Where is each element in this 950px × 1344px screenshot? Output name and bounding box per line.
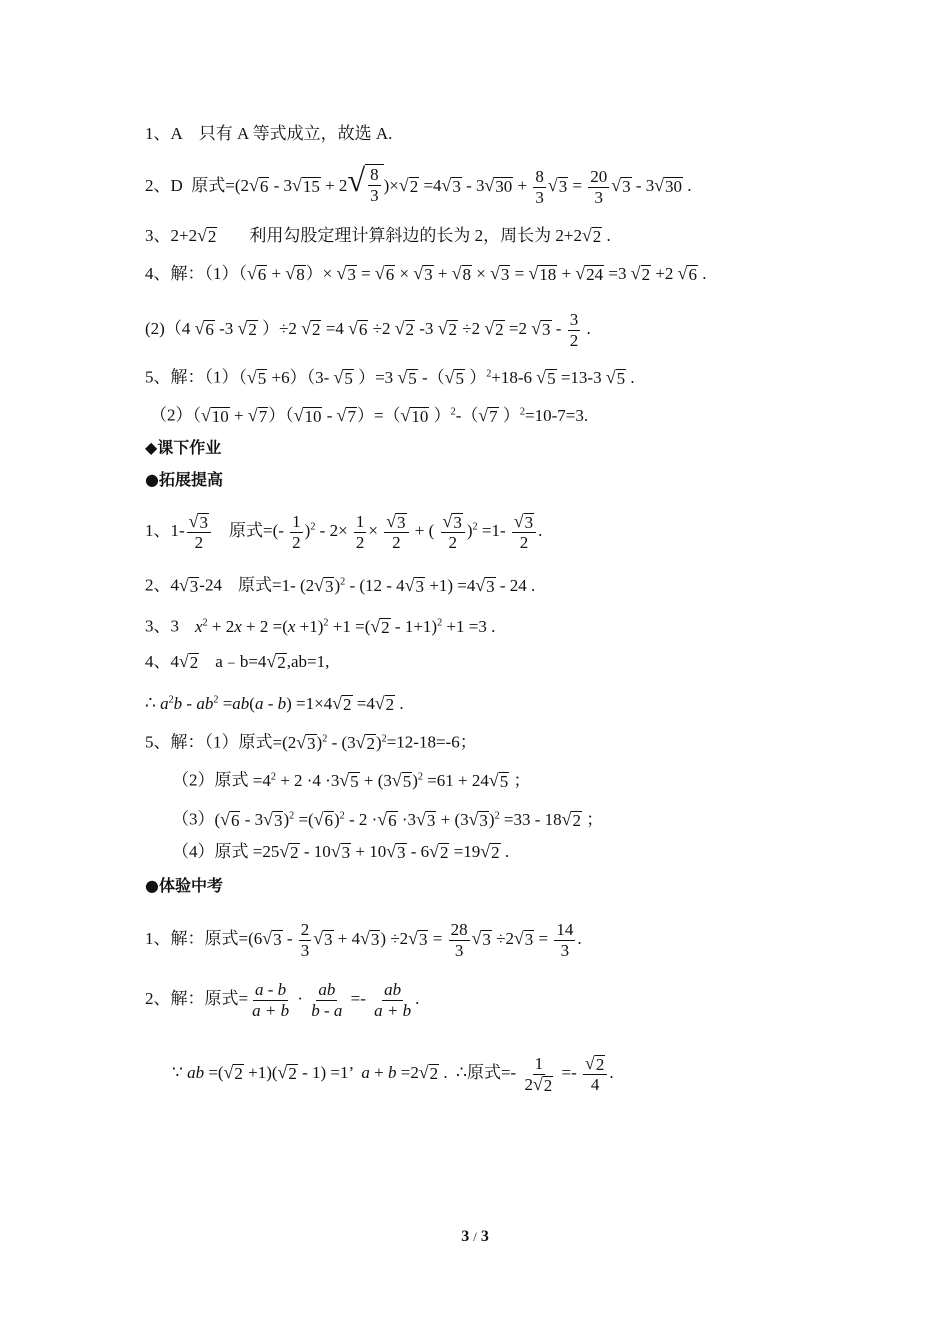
question-number: （4）原式 (172, 842, 249, 861)
practice-q4-part2 (145, 310, 591, 350)
formula: $x^2 + 2x + 2 =(x +1)^2 +1$ =( √ 2 - 1+1)$^2$ +1 =3 . (195, 615, 496, 637)
practice-q3: 3、2+2 √ 2 利用勾股定理计算斜边的长为 2，周长为 2+2 √ 2 . (145, 225, 611, 246)
question-number: 2、D (145, 176, 183, 195)
question-number: 1、1- (145, 521, 185, 541)
answer-text: 只有 A 等式成立，故选 A. (198, 124, 393, 143)
formula: （4 √ 6 -3 √ 2 ）÷2 √ 2 =4 √ 6 ÷2 √ 2 -3 √ 2 ÷2 √ 2 =2 √ 3 - $\frac{3}{2}$ . (164, 310, 591, 350)
section-exam: ●体验中考 (145, 876, 223, 895)
extend-q5-part4 (172, 840, 509, 864)
extend-q5 (145, 727, 477, 755)
formula: =25 √ 2 - 10 √ 3 + 10 √ 3 - 6 √ 2 =19 √ 2 . (248, 841, 510, 862)
question-number: 4、解：（1） (145, 264, 239, 283)
practice-q1 (145, 122, 392, 146)
extend-q2: 2、4 √ 3 -24 原式=1- (2 √ 3 )$^2$ - (12 - 4 √ 3 +1) =4 √ 3 - 24 . (145, 574, 536, 596)
exam-q2-part2 (172, 1054, 614, 1094)
section-extend: ●拓展提高 (145, 470, 223, 489)
practice-q4 (145, 262, 706, 286)
extend-q3 (145, 611, 495, 639)
formula: $a^2b - ab^2 =ab(a - b) =1\times 4$ √ 2 =4 √ 2 . (160, 692, 404, 714)
question-number: 2、4 (145, 575, 179, 595)
formula: ( √ 6 - 3 √ 3 )$^2$ =( √ 6 )$^2$ - 2 · √ 6 ·3 √ 3 + (3 √ 3 )$^2$ =33 - 18 √ 2 ； (214, 808, 604, 830)
formula: (- $\frac{1}{2}$ )$^2$ - 2× $\frac{1}{2}$ × √ 3 2 + ( √ 3 2 )$^2$ =1- √ 3 2 . (272, 511, 543, 552)
question-number: 1、解：原式= (145, 928, 249, 948)
because-symbol: ∵ (172, 1063, 183, 1083)
formula-label: 原式= (191, 176, 235, 195)
therefore-label: ∴原式= (456, 1063, 511, 1083)
question-number: 5、解：（1）原式 (145, 732, 273, 752)
section-homework: ◆课下作业 (145, 438, 222, 457)
formula: $\frac{a - b}{a + b}$ · $\frac{ab}{b - a}$ =- $\frac{ab}{a + b}$ . (252, 980, 420, 1020)
question-number: 3、2+2 (145, 226, 198, 245)
page-current: 3 (461, 1228, 470, 1245)
page-separator: / (473, 1229, 477, 1244)
formula: （ √ 6 + √ 8 ）× √ 3 = √ 6 × √ 3 + √ 8 × √ 3 = √ 18 + √ 24 =3 √ 2 +2 √ 6 . (238, 263, 707, 284)
practice-q5 (145, 362, 635, 390)
extend-q5-part3 (172, 804, 603, 832)
formula: (2 √ 6 - 3 √ 15 + 2 √ $\frac{8}{3}$ )× √ 2 =4 √ 3 - 3 √ 30 + $\frac{8}{3}$ √ 3 = $\frac{20}{3}$ √ 3 - 3 √ 30 . (234, 162, 692, 207)
answer-text: ,ab=1, (286, 652, 330, 671)
page-number (0, 1228, 950, 1246)
answer-value: =12-18=-6； (386, 732, 477, 752)
answer-value: -24 (199, 575, 222, 595)
formula: （ √ 5 +6）（3- √ 5 ）=3 √ 5 -（ √ 5 ）$^2$+18-6 √ 5 =13-3 √ 5 . (238, 366, 635, 388)
formula-label: 原式= (228, 521, 273, 541)
question-number: (2) (145, 318, 165, 338)
page-total: 3 (480, 1228, 489, 1245)
formula: ab =( √ 2 +1)( √ 2 - 1) =1’ a + b =2 √ 2 . (187, 1062, 457, 1084)
formula: 1- (2 √ 3 )$^2$ - (12 - 4 √ 3 +1) =4 √ 3 - 24 . (281, 574, 536, 596)
answer-text: a﹣b=4 (215, 652, 267, 671)
formula: =(2 √ 3 )$^2$ - (3 √ 2 )$^2$ (272, 731, 387, 753)
formula: (6 √ 3 - $\frac{2}{3}$ √ 3 + 4 √ 3 ) ÷2 √ 3 = $\frac{28}{3}$ √ 3 ÷2 √ 3 = $\frac{14}{3}$ . (248, 920, 582, 960)
practice-q5-part2 (150, 400, 588, 428)
formula-label: 原式= (237, 575, 282, 595)
exam-q2 (145, 980, 419, 1020)
practice-q2 (145, 164, 692, 207)
exam-q1 (145, 920, 582, 960)
question-number: （3） (172, 809, 215, 829)
formula: - 1 2 √ 2 =- √ 2 4 . (510, 1053, 614, 1095)
extend-q4: 4、4 √ 2 a﹣b=4 √ 2 ,ab=1, (145, 651, 330, 672)
question-number: 5、解：（1） (145, 367, 239, 387)
formula: $=4^2 + 2 \cdot 4 \cdot 3$ √ 5 + (3 √ 5 )$^2$ =61 + 24 √ 5 ； (248, 769, 531, 791)
question-number: 3、3 (145, 616, 179, 636)
question-number: 4、4 (145, 652, 179, 671)
extend-q1: 1、1- √ 3 2 原式=(- $\frac{1}{2}$ )$^2$ - 2× $\frac{1}{2}$ × √ 3 2 + ( √ 3 2 )$^2$ =1- √ 3 2 . (145, 511, 543, 552)
question-number: 2、解：原式= (145, 988, 249, 1008)
formula: （ √ 10 + √ 7 ）（ √ 10 - √ 7 ）=（ √ 10 ）$^2$-（ √ 7 ）$^2$=10-7=3. (192, 404, 589, 426)
answer-text: 利用勾股定理计算斜边的长为 2，周长为 2+2 (249, 226, 582, 245)
question-number: （2） (150, 405, 193, 425)
extend-q4-part2 (145, 688, 404, 716)
question-number: 1、A (145, 124, 183, 143)
question-number: （2）原式 (172, 770, 249, 790)
therefore-symbol: ∴ (145, 693, 156, 713)
extend-q5-part2 (172, 765, 530, 793)
